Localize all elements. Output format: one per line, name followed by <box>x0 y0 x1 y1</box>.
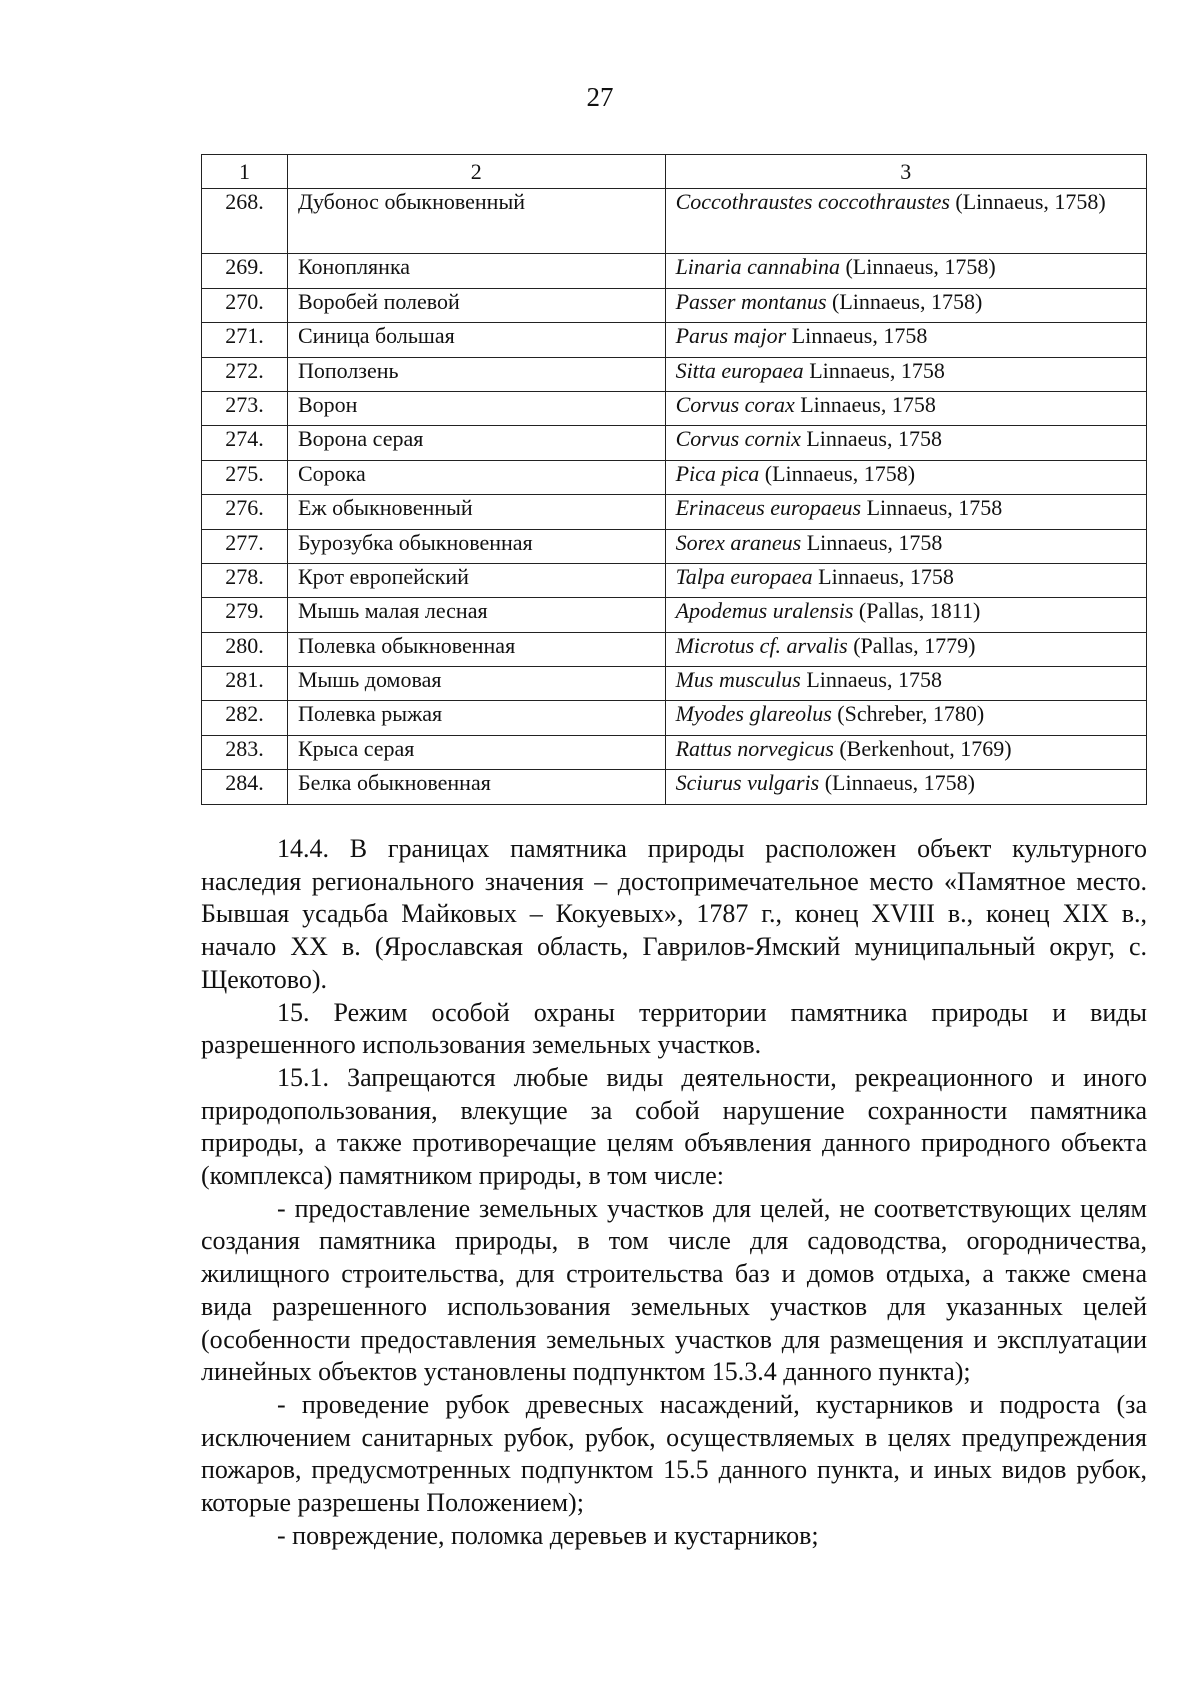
scientific-name: Erinaceus europaeus <box>675 495 862 521</box>
row-number: 272. <box>202 357 288 391</box>
table-row <box>202 426 1147 460</box>
author-citation: (Linnaeus, 1758) <box>839 254 996 280</box>
paragraph-15-1: 15.1. Запрещаются любые виды деятельности, рекреационного и иного природопользования, влекущие за собой нарушение сохранности памятника природы, а также противоречащие целям объявления данного природного объекта (комплекса) памятником природы, в том числе: <box>201 1062 1147 1191</box>
row-number: 284. <box>202 770 288 804</box>
scientific-name-cell <box>665 426 1146 460</box>
scientific-name-cell <box>665 357 1146 391</box>
scientific-name-cell <box>665 254 1146 288</box>
table-row <box>202 189 1147 254</box>
row-number: 273. <box>202 391 288 425</box>
table-header-row <box>202 155 1147 189</box>
author-citation: Linnaeus, 1758 <box>803 357 945 383</box>
scientific-name: Corvus cornix <box>675 426 801 452</box>
table-row <box>202 391 1147 425</box>
list-item: - предоставление земельных участков для целей, не соответствующих целям создания памятника природы, в том числе для садоводства, огородничества, жилищного строительства, для строительства баз и домов отдыха, а также смена вида разрешенного использования земельных участков для указанных целей (особенности предоставления земельных участков для размещения и эксплуатации линейных объектов установлены подпунктом 15.3.4 данного пункта); <box>201 1193 1147 1387</box>
author-citation: (Linnaeus, 1758) <box>759 460 916 486</box>
author-citation: (Pallas, 1811) <box>853 598 981 624</box>
scientific-name-cell <box>665 495 1146 529</box>
scientific-name: Coccothraustes coccothraustes <box>675 189 950 215</box>
table-row <box>202 254 1147 288</box>
scientific-name: Passer montanus <box>675 288 827 314</box>
scientific-name: Linaria cannabina <box>675 254 840 280</box>
list-item: - проведение рубок древесных насаждений, кустарников и подроста (за исключением санитарных рубок, рубок, осуществляемых в целях предупреждения пожаров, предусмотренных подпунктом 15.5 данного пункта, и иных видов рубок, которые разрешены Положением); <box>201 1389 1147 1518</box>
table-row <box>202 529 1147 563</box>
paragraph-15: 15. Режим особой охраны территории памятника природы и виды разрешенного использования земельных участков. <box>201 997 1147 1060</box>
scientific-name: Parus major <box>675 323 787 349</box>
scientific-name: Microtus cf. arvalis <box>675 632 848 658</box>
table-row <box>202 598 1147 632</box>
table-row <box>202 632 1147 666</box>
body-text <box>201 833 1147 1552</box>
table-row <box>202 735 1147 769</box>
species-name: Крыса серая <box>287 735 665 769</box>
row-number: 280. <box>202 632 288 666</box>
table-row <box>202 460 1147 494</box>
row-number: 274. <box>202 426 288 460</box>
author-citation: (Linnaeus, 1758) <box>949 189 1106 215</box>
header-cell: 1 <box>202 155 288 189</box>
table-row <box>202 563 1147 597</box>
scientific-name: Talpa europaea <box>675 563 813 589</box>
species-name: Бурозубка обыкновенная <box>287 529 665 563</box>
author-citation: Linnaeus, 1758 <box>794 391 936 417</box>
scientific-name-cell <box>665 529 1146 563</box>
table-row <box>202 357 1147 391</box>
scientific-name-cell <box>665 323 1146 357</box>
paragraph-14-4: 14.4. В границах памятника природы расположен объект культурного наследия регионального значения – достопримечательное место «Памятное место. Бывшая усадьба Майковых – Кокуевых», 1787 г., конец XVIII в., конец XIX в., начало XX в. (Ярославская область, Гаврилов-Ямский муниципальный округ, с. Щекотово). <box>201 834 1147 994</box>
scientific-name-cell <box>665 391 1146 425</box>
author-citation: (Schreber, 1780) <box>831 701 985 727</box>
scientific-name-cell <box>665 701 1146 735</box>
species-name: Сорока <box>287 460 665 494</box>
author-citation: Linnaeus, 1758 <box>800 667 942 693</box>
scientific-name-cell <box>665 598 1146 632</box>
species-name: Мышь малая лесная <box>287 598 665 632</box>
author-citation: Linnaeus, 1758 <box>801 529 943 555</box>
table-row <box>202 667 1147 701</box>
table-row <box>202 701 1147 735</box>
row-number: 270. <box>202 288 288 322</box>
species-name: Ворона серая <box>287 426 665 460</box>
species-name: Еж обыкновенный <box>287 495 665 529</box>
species-name: Воробей полевой <box>287 288 665 322</box>
row-number: 277. <box>202 529 288 563</box>
row-number: 278. <box>202 563 288 597</box>
scientific-name: Sorex araneus <box>675 529 802 555</box>
scientific-name-cell <box>665 735 1146 769</box>
row-number: 269. <box>202 254 288 288</box>
species-name: Полевка обыкновенная <box>287 632 665 666</box>
author-citation: Linnaeus, 1758 <box>861 495 1003 521</box>
scientific-name: Mus musculus <box>675 667 801 693</box>
scientific-name: Myodes glareolus <box>675 701 832 727</box>
row-number: 271. <box>202 323 288 357</box>
author-citation: Linnaeus, 1758 <box>800 426 942 452</box>
table-row <box>202 495 1147 529</box>
list-item: - повреждение, поломка деревьев и кустарников; <box>277 1520 819 1550</box>
scientific-name-cell <box>665 563 1146 597</box>
table-row <box>202 323 1147 357</box>
species-name: Полевка рыжая <box>287 701 665 735</box>
scientific-name: Rattus norvegicus <box>675 735 834 761</box>
row-number: 276. <box>202 495 288 529</box>
species-name: Дубонос обыкновенный <box>287 189 665 254</box>
scientific-name: Corvus corax <box>675 391 795 417</box>
species-table <box>201 154 1147 805</box>
species-name: Крот европейский <box>287 563 665 597</box>
row-number: 281. <box>202 667 288 701</box>
species-name: Ворон <box>287 391 665 425</box>
header-cell: 2 <box>287 155 665 189</box>
table-row <box>202 288 1147 322</box>
row-number: 283. <box>202 735 288 769</box>
scientific-name-cell <box>665 770 1146 804</box>
species-name: Мышь домовая <box>287 667 665 701</box>
header-cell: 3 <box>665 155 1146 189</box>
scientific-name-cell <box>665 632 1146 666</box>
author-citation: Linnaeus, 1758 <box>786 323 928 349</box>
row-number: 275. <box>202 460 288 494</box>
author-citation: (Linnaeus, 1758) <box>819 770 975 796</box>
scientific-name-cell <box>665 189 1146 254</box>
scientific-name-cell <box>665 667 1146 701</box>
table-row <box>202 770 1147 804</box>
scientific-name: Sitta europaea <box>675 357 804 383</box>
row-number: 268. <box>202 189 288 254</box>
author-citation: (Berkenhout, 1769) <box>833 735 1012 761</box>
species-name: Белка обыкновенная <box>287 770 665 804</box>
scientific-name: Pica pica <box>675 460 760 486</box>
author-citation: Linnaeus, 1758 <box>812 563 954 589</box>
scientific-name-cell <box>665 288 1146 322</box>
scientific-name: Sciurus vulgaris <box>675 770 820 796</box>
row-number: 279. <box>202 598 288 632</box>
species-name: Коноплянка <box>287 254 665 288</box>
author-citation: (Pallas, 1779) <box>847 632 976 658</box>
scientific-name: Apodemus uralensis <box>675 598 854 624</box>
row-number: 282. <box>202 701 288 735</box>
species-name: Синица большая <box>287 323 665 357</box>
scientific-name-cell <box>665 460 1146 494</box>
species-name: Поползень <box>287 357 665 391</box>
author-citation: (Linnaeus, 1758) <box>826 288 983 314</box>
page-number: 27 <box>586 82 614 112</box>
